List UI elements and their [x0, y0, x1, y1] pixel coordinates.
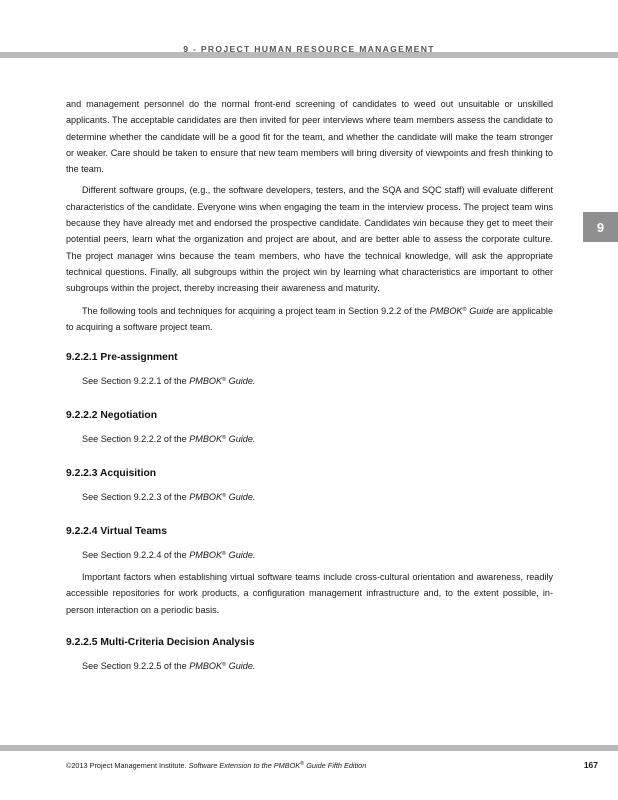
page-number: 167	[583, 760, 598, 770]
section-reference: See Section 9.2.2.2 of the PMBOK® Guide.	[82, 434, 256, 445]
section-reference: See Section 9.2.2.4 of the PMBOK® Guide.	[82, 550, 256, 561]
page-footer	[66, 760, 598, 770]
paragraph-software-groups: Different software groups, (e.g., the software developers, testers, and the SQA and SQC staff) will evaluate different characteristics of the candidate. Everyone wins when engaging the team in the interview process. The project team wins because they have already met and endorsed the prospective candidate. Candidates win because they get to meet their potential peers, learn what the organization and project are about, and are better able to assess the corporate culture. The project manager wins because the team members, who have the technical knowledge, will ask the appropriate technical questions. Finally, all subgroups within the project win by learning what characteristics are important to other subgroups within the project, thereby increasing their awareness and maturity.	[66, 185, 553, 294]
section-heading-negotiation: 9.2.2.2 Negotiation	[66, 410, 157, 422]
section-reference: See Section 9.2.2.1 of the PMBOK® Guide.	[82, 376, 256, 387]
footer-bar	[0, 745, 618, 751]
footer-citation: ©2013 Project Management Institute. Software Extension to the PMBOK® Guide Fifth Edition	[66, 760, 367, 770]
section-heading-mcda: 9.2.2.5 Multi-Criteria Decision Analysis	[66, 637, 255, 649]
chapter-header: 9 - PROJECT HUMAN RESOURCE MANAGEMENT	[183, 44, 435, 54]
chapter-tab: 9	[583, 212, 618, 242]
paragraph-tools-intro: The following tools and techniques for acquiring a project team in Section 9.2.2 of the PMBOK® Guide are applicable to acquiring a software project team.	[66, 305, 553, 332]
section-heading-pre-assignment: 9.2.2.1 Pre-assignment	[66, 352, 178, 364]
section-heading-virtual-teams: 9.2.2.4 Virtual Teams	[66, 526, 167, 538]
page-content	[66, 96, 553, 674]
section-heading-acquisition: 9.2.2.3 Acquisition	[66, 468, 157, 480]
section-reference: See Section 9.2.2.3 of the PMBOK® Guide.	[82, 492, 256, 503]
section-reference: See Section 9.2.2.5 of the PMBOK® Guide.	[82, 661, 256, 672]
paragraph-screening: and management personnel do the normal front-end screening of candidates to weed out unsuitable or unskilled applicants. The acceptable candidates are then invited for peer interviews where team members assess the candidate to determine whether the candidate will be a good fit for the team, and whether the candidate will make the team stronger or weaker. Care should be taken to ensure that new team members will bring diversity of viewpoints and fresh thinking to the team.	[66, 99, 553, 175]
paragraph-virtual-teams: Important factors when establishing virtual software teams include cross-cultural orientation and awareness, readily accessible repositories for work products, a configuration management infrastructure and, to the extent possible, in-person interaction on a periodic basis.	[66, 572, 553, 615]
